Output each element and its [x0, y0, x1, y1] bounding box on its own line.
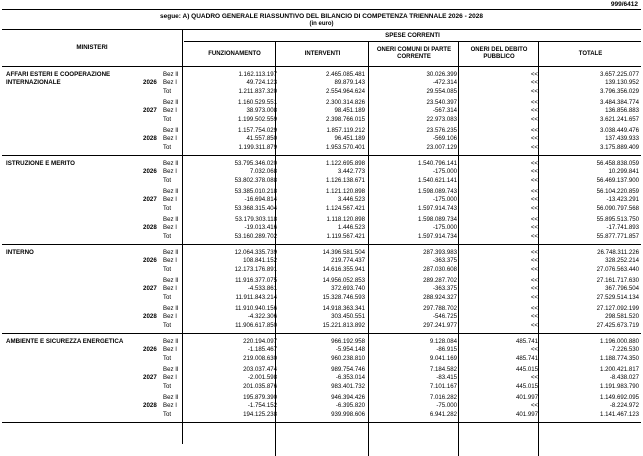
year-block — [2, 188, 641, 213]
cell-oneri-debito: << — [530, 321, 538, 329]
cell-totale: -8.438.027 — [609, 374, 639, 382]
page-title: segue: A) QUADRO GENERALE RIASSUNTIVO DEL BILANCIO DI COMPETENZA TRIENNALE 2026 - 2028 — [160, 13, 483, 20]
cell-interventi: 14.616.355.941 — [322, 265, 365, 273]
cell-oneri-comuni: 7.016.282 — [429, 394, 457, 401]
table-row — [2, 277, 641, 285]
row-label: Bez II — [163, 71, 179, 78]
cell-oneri-debito: 445.015 — [515, 382, 538, 390]
cell-funzionamento: 11.910.940.156 — [235, 305, 277, 312]
table-header — [2, 30, 641, 67]
year-block — [2, 160, 641, 185]
cell-interventi: 1.121.120.898 — [326, 188, 365, 195]
cell-oneri-comuni: 7.184.582 — [429, 366, 457, 373]
row-label: Bez II — [163, 188, 179, 195]
cell-totale: 56.104.220.859 — [596, 188, 639, 195]
cell-oneri-debito: << — [530, 99, 538, 106]
cell-funzionamento: -1.754.152 — [247, 402, 277, 410]
cell-interventi: 960.238.810 — [331, 354, 365, 362]
title-box — [2, 9, 641, 30]
cell-funzionamento: -16.694.814 — [244, 196, 277, 204]
table-row — [2, 266, 641, 274]
row-label: Tot — [163, 265, 172, 273]
cell-funzionamento: -4.533.861 — [247, 285, 277, 293]
table-row — [2, 188, 641, 196]
year-block — [2, 305, 641, 330]
cell-interventi: 989.754.746 — [331, 366, 365, 373]
cell-funzionamento: 11.906.617.850 — [235, 321, 277, 329]
cell-interventi: 1.446.523 — [337, 224, 365, 232]
cell-interventi: 1.857.119.212 — [326, 127, 365, 134]
cell-totale: 3.621.241.657 — [600, 115, 639, 123]
cell-totale: 1.141.467.123 — [600, 410, 639, 418]
cell-funzionamento: 11.916.377.075 — [235, 277, 277, 284]
table-row — [2, 160, 641, 168]
cell-oneri-debito: << — [530, 127, 538, 134]
cell-totale: 1.196.000.880 — [600, 338, 639, 345]
row-label: Bez I — [163, 313, 177, 321]
header-funzionamento: FUNZIONAMENTO — [208, 51, 261, 57]
year-label: 2027 — [143, 107, 157, 114]
cell-oneri-comuni: 1.597.914.743 — [418, 204, 457, 212]
cell-oneri-debito: << — [530, 346, 538, 354]
cell-oneri-comuni: 9.128.084 — [429, 338, 457, 345]
cell-totale: 27.127.092.199 — [596, 305, 639, 312]
cell-funzionamento: 219.008.630 — [243, 354, 277, 362]
cell-interventi: 1.122.695.898 — [326, 160, 365, 167]
cell-interventi: 15.328.746.593 — [322, 293, 365, 301]
cell-oneri-debito: << — [530, 107, 538, 115]
year-label: 2028 — [143, 313, 157, 320]
cell-totale: 3.175.889.409 — [600, 143, 639, 151]
header-totale: TOTALE — [578, 51, 603, 57]
row-label: Bez I — [163, 224, 177, 232]
cell-interventi: 2.398.766.015 — [326, 115, 365, 123]
header-divider — [184, 41, 641, 42]
cell-oneri-debito: << — [530, 277, 538, 284]
cell-oneri-debito: << — [530, 374, 538, 382]
cell-oneri-comuni: 297.788.702 — [423, 305, 457, 312]
cell-oneri-debito: << — [530, 285, 538, 293]
row-label: Bez II — [163, 305, 179, 312]
row-label: Bez I — [163, 257, 177, 265]
cell-totale: 136.856.883 — [605, 107, 639, 115]
cell-oneri-debito: << — [530, 143, 538, 151]
cell-oneri-comuni: -363.375 — [432, 257, 457, 265]
cell-funzionamento: 7.032.068 — [249, 168, 277, 176]
cell-funzionamento: 1.199.311.879 — [238, 143, 277, 151]
cell-oneri-debito: 401.997 — [515, 394, 538, 401]
year-block — [2, 394, 641, 419]
table-row — [2, 249, 641, 257]
ministry-name: INTERNO — [6, 249, 34, 256]
cell-oneri-comuni: 7.101.167 — [429, 382, 457, 390]
cell-oneri-debito: << — [530, 257, 538, 265]
cell-oneri-comuni: -569.106 — [432, 135, 457, 143]
row-label: Tot — [163, 354, 172, 362]
cell-oneri-comuni: 1.540.621.141 — [418, 176, 457, 184]
cell-oneri-debito: << — [530, 313, 538, 321]
cell-funzionamento: 53.385.010.218 — [234, 188, 277, 195]
ministry-group — [2, 156, 641, 245]
ministry-group — [2, 245, 641, 334]
header-ministeri: MINISTERI — [76, 44, 108, 51]
cell-oneri-comuni: -175.000 — [432, 168, 457, 176]
cell-oneri-comuni: 287.030.608 — [423, 265, 457, 273]
cell-oneri-comuni: 30.026.399 — [426, 71, 457, 78]
cell-totale: 3.484.384.774 — [600, 99, 639, 106]
cell-interventi: 1.118.120.898 — [326, 216, 365, 223]
cell-interventi: 939.998.606 — [331, 410, 365, 418]
table-row — [2, 135, 641, 143]
row-label: Bez II — [163, 249, 179, 256]
cell-oneri-comuni: -363.375 — [432, 285, 457, 293]
cell-oneri-debito: << — [530, 135, 538, 143]
cell-oneri-comuni: -546.725 — [432, 313, 457, 321]
table-row — [2, 233, 641, 241]
year-block — [2, 366, 641, 391]
year-label: 2028 — [143, 402, 157, 409]
table-row — [2, 313, 641, 321]
cell-interventi: 983.401.732 — [331, 382, 365, 390]
cell-funzionamento: 53.802.378.088 — [234, 176, 277, 184]
cell-totale: 367.796.504 — [605, 285, 639, 293]
cell-oneri-comuni: 288.924.327 — [423, 293, 457, 301]
row-label: Bez II — [163, 127, 179, 134]
row-label: Bez II — [163, 99, 179, 106]
cell-oneri-comuni: 287.393.983 — [423, 249, 457, 256]
cell-oneri-comuni: 297.241.977 — [423, 321, 457, 329]
cell-totale: 137.439.933 — [605, 135, 639, 143]
year-block — [2, 249, 641, 274]
cell-funzionamento: 1.157.754.029 — [238, 127, 277, 134]
table-row — [2, 411, 641, 419]
table-row — [2, 196, 641, 204]
cell-oneri-debito: << — [530, 249, 538, 256]
cell-interventi: 1.124.567.421 — [326, 204, 365, 212]
cell-oneri-debito: << — [530, 305, 538, 312]
document-id: 999/6412 — [610, 1, 638, 8]
cell-totale: -8.224.972 — [609, 402, 639, 410]
row-label: Tot — [163, 115, 172, 123]
cell-interventi: 2.465.085.481 — [326, 71, 365, 78]
cell-oneri-comuni: -175.000 — [432, 196, 457, 204]
cell-totale: 3.796.356.029 — [600, 87, 639, 95]
table-body — [2, 67, 641, 423]
cell-interventi: 98.451.189 — [334, 107, 365, 115]
table-row — [2, 216, 641, 224]
cell-funzionamento: 53.795.346.020 — [234, 160, 277, 167]
cell-oneri-comuni: 29.554.085 — [426, 87, 457, 95]
row-label: Bez II — [163, 216, 179, 223]
cell-totale: 56.090.797.568 — [596, 204, 639, 212]
cell-oneri-comuni: -472.314 — [432, 79, 457, 87]
cell-oneri-comuni: 1.540.796.141 — [418, 160, 457, 167]
cell-totale: -13.423.291 — [606, 196, 639, 204]
cell-funzionamento: 41.557.850 — [246, 135, 277, 143]
table-row — [2, 305, 641, 313]
row-label: Tot — [163, 293, 172, 301]
cell-funzionamento: 1.199.502.559 — [238, 115, 277, 123]
cell-totale: 27.076.563.440 — [596, 265, 639, 273]
table-row — [2, 322, 641, 330]
cell-totale: 55.877.771.857 — [596, 232, 639, 240]
cell-oneri-debito: << — [530, 224, 538, 232]
table-row — [2, 402, 641, 410]
cell-totale: 10.299.841 — [608, 168, 639, 176]
cell-totale: 27.425.673.719 — [596, 321, 639, 329]
ministry-name: AMBIENTE E SICUREZZA ENERGETICA — [6, 338, 124, 345]
cell-funzionamento: 11.911.843.214 — [235, 293, 277, 301]
cell-oneri-debito: << — [530, 232, 538, 240]
table-row — [2, 366, 641, 374]
cell-totale: 27.529.514.134 — [596, 293, 639, 301]
row-label: Bez II — [163, 277, 179, 284]
row-label: Tot — [163, 204, 172, 212]
cell-interventi: 1.119.567.421 — [326, 232, 365, 240]
table-row — [2, 71, 641, 79]
cell-funzionamento: 201.035.876 — [243, 382, 277, 390]
cell-oneri-debito: << — [530, 196, 538, 204]
cell-oneri-comuni: -175.000 — [432, 224, 457, 232]
cell-oneri-comuni: -86.915 — [436, 346, 457, 354]
row-label: Tot — [163, 87, 172, 95]
table-row — [2, 338, 641, 346]
header-oneri-debito: ONERI DEL DEBITO PUBBLICO — [470, 47, 528, 60]
row-label: Tot — [163, 382, 172, 390]
cell-oneri-debito: << — [530, 87, 538, 95]
page-subtitle: (in euro) — [309, 21, 334, 27]
cell-totale: 26.748.311.226 — [597, 249, 639, 256]
table-row — [2, 383, 641, 391]
year-block — [2, 338, 641, 363]
cell-oneri-comuni: 23.540.397 — [426, 99, 457, 106]
cell-oneri-debito: << — [530, 293, 538, 301]
cell-interventi: 1.953.570.401 — [326, 143, 365, 151]
row-label: Tot — [163, 321, 172, 329]
header-spese-correnti: SPESE CORRENTI — [385, 32, 440, 39]
cell-interventi: -5.954.148 — [335, 346, 365, 354]
table-row — [2, 144, 641, 152]
cell-oneri-debito: << — [530, 188, 538, 195]
row-label: Tot — [163, 143, 172, 151]
year-label: 2027 — [143, 374, 157, 381]
table-row — [2, 168, 641, 176]
cell-funzionamento: 53.179.303.118 — [235, 216, 277, 223]
cell-oneri-debito: 401.997 — [515, 410, 538, 418]
row-label: Bez I — [163, 346, 177, 354]
table-row — [2, 355, 641, 363]
row-label: Bez I — [163, 107, 177, 115]
cell-totale: 56.458.838.059 — [596, 160, 639, 167]
cell-oneri-comuni: 6.941.282 — [429, 410, 457, 418]
cell-oneri-debito: << — [530, 204, 538, 212]
table-row — [2, 88, 641, 96]
cell-oneri-comuni: 289.287.702 — [423, 277, 457, 284]
cell-interventi: 1.126.138.671 — [326, 176, 365, 184]
cell-interventi: 96.451.189 — [334, 135, 365, 143]
cell-interventi: 3.446.523 — [337, 196, 365, 204]
cell-totale: 3.657.225.077 — [600, 71, 639, 78]
cell-oneri-comuni: -75.000 — [436, 402, 457, 410]
cell-interventi: 2.554.964.624 — [326, 87, 365, 95]
cell-totale: 27.161.717.630 — [596, 277, 639, 284]
year-label: 2027 — [143, 285, 157, 292]
year-block — [2, 71, 641, 96]
table-row — [2, 116, 641, 124]
cell-oneri-comuni: 23.576.235 — [426, 127, 457, 134]
cell-oneri-debito: << — [530, 176, 538, 184]
cell-funzionamento: -4.322.306 — [247, 313, 277, 321]
cell-oneri-debito: << — [530, 265, 538, 273]
cell-oneri-comuni: -83.415 — [436, 374, 457, 382]
table-row — [2, 257, 641, 265]
ministry-group — [2, 67, 641, 156]
cell-oneri-comuni: 1.597.914.734 — [418, 232, 457, 240]
year-block — [2, 127, 641, 152]
row-label: Bez II — [163, 338, 179, 345]
table-row — [2, 346, 641, 354]
cell-totale: 298.581.520 — [605, 313, 639, 321]
cell-funzionamento: 203.037.474 — [243, 366, 277, 373]
cell-interventi: 15.221.813.892 — [322, 321, 365, 329]
cell-funzionamento: 194.125.238 — [243, 410, 277, 418]
cell-totale: 139.130.952 — [605, 79, 639, 87]
year-label: 2028 — [143, 135, 157, 142]
cell-funzionamento: 38.973.008 — [246, 107, 277, 115]
cell-totale: -7.226.530 — [609, 346, 639, 354]
year-label: 2026 — [143, 168, 157, 175]
cell-oneri-debito: 485.741 — [515, 354, 538, 362]
ministry-name: ISTRUZIONE E MERITO — [6, 160, 75, 167]
cell-funzionamento: 53.160.289.702 — [234, 232, 277, 240]
cell-interventi: -6.353.014 — [335, 374, 365, 382]
year-block — [2, 99, 641, 124]
cell-interventi: 219.774.437 — [331, 257, 365, 265]
table-row — [2, 177, 641, 185]
header-interventi: INTERVENTI — [304, 51, 341, 57]
cell-funzionamento: 195.879.390 — [243, 394, 277, 401]
row-label: Bez I — [163, 168, 177, 176]
row-label: Tot — [163, 232, 172, 240]
cell-funzionamento: 1.160.529.551 — [238, 99, 277, 106]
cell-oneri-comuni: 22.973.083 — [426, 115, 457, 123]
cell-oneri-comuni: 9.041.169 — [429, 354, 457, 362]
cell-totale: 56.469.137.900 — [596, 176, 639, 184]
cell-interventi: 14.918.363.341 — [322, 305, 365, 312]
row-label: Bez I — [163, 285, 177, 293]
cell-interventi: 2.300.314.826 — [326, 99, 365, 106]
cell-funzionamento: 53.368.315.404 — [234, 204, 277, 212]
cell-oneri-comuni: 1.598.089.734 — [418, 216, 457, 223]
cell-oneri-debito: << — [530, 216, 538, 223]
cell-funzionamento: 108.841.152 — [243, 257, 277, 265]
cell-totale: 3.038.449.476 — [600, 127, 639, 134]
cell-interventi: 3.442.773 — [337, 168, 365, 176]
table-row — [2, 294, 641, 302]
cell-oneri-comuni: 23.007.129 — [426, 143, 457, 151]
row-label: Tot — [163, 410, 172, 418]
row-label: Bez I — [163, 79, 177, 87]
year-label: 2026 — [143, 346, 157, 353]
table-row — [2, 394, 641, 402]
row-label: Tot — [163, 176, 172, 184]
year-block — [2, 216, 641, 241]
cell-interventi: 14.396.581.504 — [322, 249, 365, 256]
row-label: Bez II — [163, 394, 179, 401]
cell-interventi: -6.395.820 — [335, 402, 365, 410]
ministry-group — [2, 334, 641, 423]
row-label: Bez II — [163, 366, 179, 373]
cell-oneri-debito: << — [530, 115, 538, 123]
row-label: Bez I — [163, 374, 177, 382]
cell-interventi: 372.693.740 — [331, 285, 365, 293]
table-row — [2, 79, 641, 87]
cell-oneri-comuni: 1.598.089.743 — [418, 188, 457, 195]
cell-funzionamento: 1.211.837.320 — [238, 87, 277, 95]
ministry-name: AFFARI ESTERI E COOPERAZIONE INTERNAZIONALE — [6, 71, 111, 86]
cell-interventi: 89.879.143 — [334, 79, 365, 87]
year-label: 2026 — [143, 257, 157, 264]
table-row — [2, 205, 641, 213]
cell-funzionamento: 1.162.113.197 — [238, 71, 277, 78]
table-row — [2, 285, 641, 293]
cell-oneri-debito: << — [530, 79, 538, 87]
cell-interventi: 966.192.958 — [331, 338, 365, 345]
row-label: Bez I — [163, 402, 177, 410]
cell-totale: 1.149.692.095 — [600, 394, 639, 401]
row-label: Bez I — [163, 196, 177, 204]
cell-funzionamento: 12.064.335.739 — [234, 249, 277, 256]
cell-totale: 1.188.774.350 — [600, 354, 639, 362]
cell-totale: -17.741.893 — [606, 224, 639, 232]
table-row — [2, 127, 641, 135]
cell-oneri-debito: << — [530, 402, 538, 410]
cell-funzionamento: 220.194.097 — [243, 338, 277, 345]
cell-totale: 55.895.513.750 — [596, 216, 639, 223]
table-row — [2, 99, 641, 107]
cell-interventi: 946.394.426 — [331, 394, 365, 401]
header-oneri-comuni: ONERI COMUNI DI PARTE CORRENTE — [376, 47, 452, 60]
cell-funzionamento: 49.724.123 — [246, 79, 277, 87]
cell-interventi: 303.450.551 — [331, 313, 365, 321]
row-label: Bez II — [163, 160, 179, 167]
year-block — [2, 277, 641, 302]
cell-funzionamento: -1.185.467 — [247, 346, 277, 354]
row-label: Bez I — [163, 135, 177, 143]
cell-funzionamento: 12.173.176.891 — [234, 265, 277, 273]
cell-oneri-debito: << — [530, 168, 538, 176]
cell-totale: 1.191.983.790 — [600, 382, 639, 390]
cell-funzionamento: -2.001.598 — [247, 374, 277, 382]
cell-oneri-debito: 445.015 — [515, 366, 538, 373]
table-row — [2, 374, 641, 382]
cell-oneri-debito: << — [530, 160, 538, 167]
cell-interventi: 14.956.052.853 — [322, 277, 365, 284]
year-label: 2028 — [143, 224, 157, 231]
cell-funzionamento: -19.013.416 — [244, 224, 277, 232]
cell-totale: 328.252.214 — [605, 257, 639, 265]
cell-oneri-debito: << — [530, 71, 538, 78]
cell-oneri-debito: 485.741 — [515, 338, 538, 345]
cell-totale: 1.200.421.817 — [600, 366, 639, 373]
year-label: 2026 — [143, 79, 157, 86]
cell-oneri-comuni: -567.314 — [432, 107, 457, 115]
table-row — [2, 107, 641, 115]
table-row — [2, 224, 641, 232]
year-label: 2027 — [143, 196, 157, 203]
